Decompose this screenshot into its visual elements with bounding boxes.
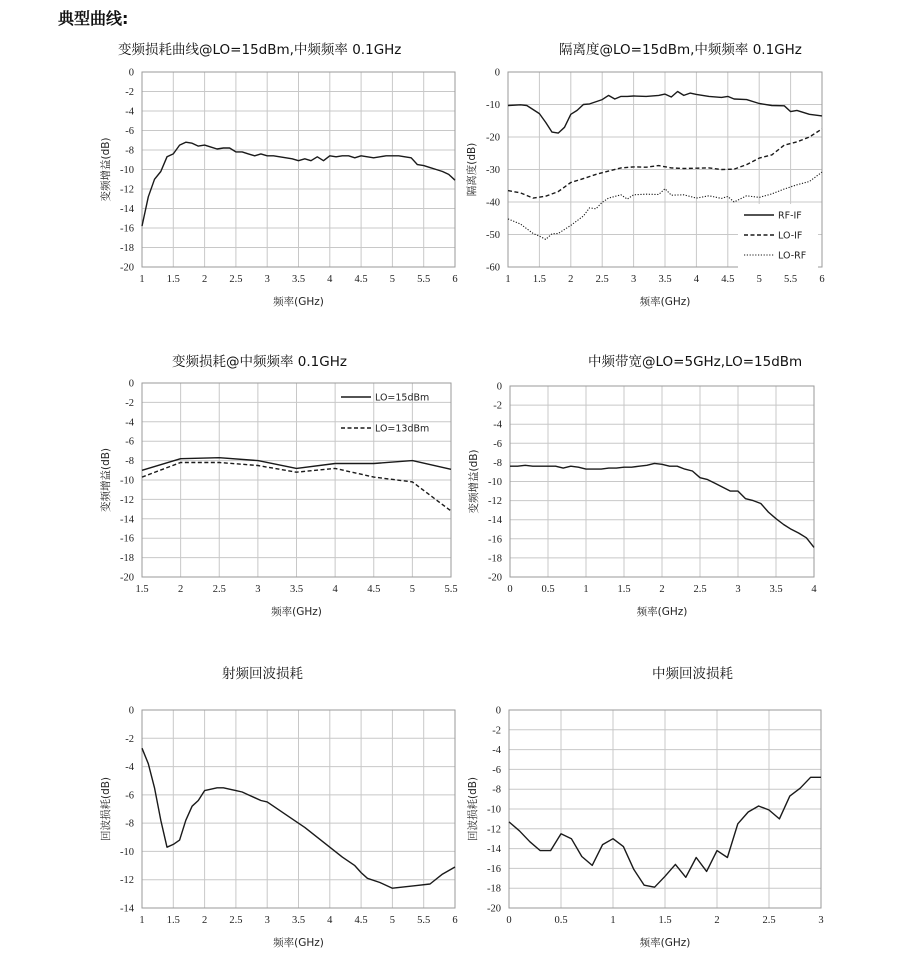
x-tick-label: 1.5	[617, 584, 631, 595]
y-tick-label: -16	[488, 534, 502, 546]
x-tick-label: 1.5	[166, 274, 180, 285]
y-tick-label: -12	[120, 494, 134, 506]
x-tick-label: 6	[819, 274, 825, 285]
chart-c4	[460, 372, 840, 627]
legend-label: LO=13dBm	[375, 423, 430, 435]
chart-title-c1: 变频损耗曲线@LO=15dBm,中频频率 0.1GHz	[118, 42, 402, 58]
x-tick-label: 4.5	[354, 915, 368, 926]
x-tick-label: 5	[389, 915, 396, 926]
y-tick-label: -16	[487, 863, 501, 875]
y-tick-label: -14	[488, 515, 502, 527]
x-tick-label: 2.5	[693, 584, 707, 595]
chart-c6	[460, 698, 840, 956]
y-tick-label: -12	[120, 184, 134, 196]
y-tick-label: -6	[493, 438, 502, 450]
x-tick-label: 0.5	[541, 584, 555, 595]
x-tick-label: 4.5	[354, 274, 368, 285]
y-tick-label: -20	[487, 903, 501, 915]
x-axis-label: 频率(GHz)	[271, 606, 322, 618]
x-tick-label: 2	[568, 274, 574, 285]
y-tick-label: -8	[125, 456, 134, 468]
chart-title-c3: 变频损耗@中频频率 0.1GHz	[172, 354, 347, 370]
chart-c5	[85, 698, 470, 956]
y-tick-label: -18	[120, 553, 134, 565]
x-tick-label: 5.5	[417, 274, 431, 285]
legend-label: RF-IF	[778, 210, 802, 222]
x-tick-label: 3	[255, 584, 261, 595]
x-tick-label: 3.5	[289, 584, 304, 595]
x-axis-label: 频率(GHz)	[639, 937, 691, 949]
y-tick-label: -8	[125, 145, 134, 157]
chart-c3	[85, 372, 470, 627]
chart-title-c6: 中频回波损耗	[652, 666, 733, 682]
x-tick-label: 3	[264, 915, 270, 926]
y-tick-label: -60	[486, 262, 500, 274]
x-tick-label: 6	[452, 274, 458, 285]
y-tick-label: -8	[125, 818, 134, 830]
y-tick-label: 0	[128, 67, 134, 79]
x-axis-label: 频率(GHz)	[636, 606, 688, 618]
y-axis-label: 回波损耗(dB)	[100, 776, 112, 842]
chart-title-c5: 射频回波损耗	[222, 666, 303, 682]
x-tick-label: 2	[201, 915, 208, 926]
y-tick-label: -20	[488, 572, 502, 584]
y-tick-label: -10	[120, 846, 134, 858]
y-axis-label: 变频增益(dB)	[100, 447, 112, 513]
y-tick-label: -6	[125, 436, 134, 448]
x-tick-label: 2.5	[229, 274, 243, 285]
x-axis-label: 频率(GHz)	[273, 937, 324, 949]
y-tick-label: 0	[495, 705, 501, 717]
legend-label: LO=15dBm	[375, 392, 430, 404]
y-tick-label: -20	[120, 572, 134, 584]
legend	[738, 204, 818, 270]
x-tick-label: 3.5	[769, 584, 783, 595]
x-axis-label: 频率(GHz)	[273, 296, 324, 308]
grid	[509, 710, 821, 908]
y-tick-label: -6	[125, 126, 134, 137]
y-tick-label: -14	[120, 204, 134, 215]
x-tick-label: 5.5	[417, 915, 431, 926]
y-tick-label: -2	[125, 397, 134, 409]
y-tick-label: -6	[492, 764, 501, 776]
x-tick-label: 0	[506, 915, 512, 926]
y-tick-label: -2	[493, 400, 502, 412]
y-tick-label: 0	[494, 67, 500, 79]
y-axis-label: 变频增益(dB)	[468, 449, 480, 514]
grid	[142, 72, 455, 267]
x-tick-label: 5	[389, 274, 396, 285]
x-tick-label: 2	[201, 274, 208, 285]
y-tick-label: -4	[125, 106, 134, 118]
y-tick-label: -10	[487, 804, 501, 816]
legend-label: LO-IF	[778, 230, 803, 242]
legend-label: LO-RF	[778, 250, 807, 262]
x-tick-label: 3	[630, 274, 637, 285]
y-tick-label: -8	[492, 784, 501, 796]
y-tick-label: -4	[125, 762, 134, 774]
x-tick-label: 1	[139, 915, 145, 926]
x-tick-label: 1.5	[166, 915, 180, 926]
y-tick-label: -16	[120, 223, 134, 235]
y-tick-label: -20	[486, 132, 500, 144]
x-tick-label: 2.5	[229, 915, 243, 926]
x-tick-label: 3	[818, 915, 824, 926]
x-tick-label: 5.5	[784, 274, 798, 285]
y-tick-label: -50	[486, 230, 500, 241]
y-tick-label: -18	[488, 553, 502, 565]
x-tick-label: 1	[505, 274, 511, 285]
x-tick-label: 2.5	[595, 274, 609, 285]
y-tick-label: -12	[120, 875, 134, 887]
x-tick-label: 4	[332, 584, 338, 595]
y-tick-label: -4	[125, 417, 134, 429]
y-tick-label: -4	[493, 419, 502, 431]
y-tick-label: 0	[496, 381, 502, 393]
y-tick-label: -18	[487, 883, 501, 895]
y-tick-label: 0	[128, 378, 134, 390]
y-tick-label: -12	[487, 824, 501, 836]
x-tick-label: 3	[264, 274, 270, 285]
y-tick-label: -10	[120, 475, 134, 487]
y-tick-label: -10	[486, 100, 500, 111]
y-tick-label: -8	[493, 457, 502, 469]
page-heading: 典型曲线:	[58, 9, 129, 28]
y-tick-label: -6	[125, 790, 134, 802]
x-tick-label: 4	[811, 584, 817, 595]
x-tick-label: 1	[583, 584, 589, 595]
x-tick-label: 6	[452, 915, 458, 926]
x-tick-label: 1.5	[135, 584, 149, 595]
grid	[510, 386, 814, 577]
y-tick-label: -2	[125, 733, 134, 745]
y-tick-label: -20	[120, 262, 134, 274]
x-tick-label: 5	[409, 584, 415, 595]
x-tick-label: 2	[714, 915, 720, 926]
chart-c1	[85, 62, 470, 317]
x-tick-label: 4	[693, 274, 700, 285]
x-tick-label: 1	[610, 915, 616, 926]
x-tick-label: 3.5	[658, 274, 672, 285]
x-tick-label: 4.5	[721, 274, 735, 285]
y-tick-label: -10	[120, 165, 134, 176]
x-tick-label: 3.5	[291, 274, 306, 285]
x-tick-label: 4.5	[367, 584, 381, 595]
y-tick-label: -2	[492, 725, 501, 737]
x-tick-label: 4	[327, 274, 333, 285]
y-tick-label: -18	[120, 243, 134, 254]
y-axis-label: 变频增益(dB)	[100, 137, 112, 202]
y-tick-label: -12	[488, 496, 502, 508]
grid	[142, 383, 451, 577]
y-tick-label: -40	[486, 197, 500, 209]
x-tick-label: 2.5	[762, 915, 776, 926]
x-tick-label: 2.5	[212, 584, 226, 595]
y-tick-label: 0	[128, 705, 134, 717]
legend	[341, 393, 429, 435]
chart-title-c4: 中频带宽@LO=5GHz,LO=15dBm	[588, 354, 803, 370]
x-tick-label: 5.5	[444, 584, 458, 595]
y-tick-label: -16	[120, 533, 134, 545]
x-tick-label: 1.5	[658, 915, 672, 926]
y-tick-label: -2	[125, 87, 134, 98]
y-tick-label: -10	[488, 477, 502, 488]
y-tick-label: -14	[120, 514, 134, 526]
x-tick-label: 2	[659, 584, 665, 595]
x-tick-label: 3	[735, 584, 741, 595]
x-tick-label: 2	[178, 584, 184, 595]
x-tick-label: 0	[507, 584, 513, 595]
grid	[142, 710, 455, 908]
x-tick-label: 3.5	[291, 915, 306, 926]
y-axis-label: 回波损耗(dB)	[467, 776, 479, 842]
y-tick-label: -14	[120, 903, 134, 915]
x-tick-label: 4	[327, 915, 333, 926]
y-tick-label: -30	[486, 165, 500, 176]
x-axis-label: 频率(GHz)	[639, 296, 691, 308]
y-tick-label: -4	[492, 745, 501, 757]
chart-c2	[460, 62, 840, 317]
chart-title-c2: 隔离度@LO=15dBm,中频频率 0.1GHz	[559, 42, 802, 58]
y-tick-label: -14	[487, 844, 501, 856]
x-tick-label: 1	[139, 274, 145, 285]
x-tick-label: 5	[756, 274, 762, 285]
y-axis-label: 隔离度(dB)	[466, 142, 478, 197]
x-tick-label: 1.5	[532, 274, 546, 285]
x-tick-label: 0.5	[554, 915, 568, 926]
